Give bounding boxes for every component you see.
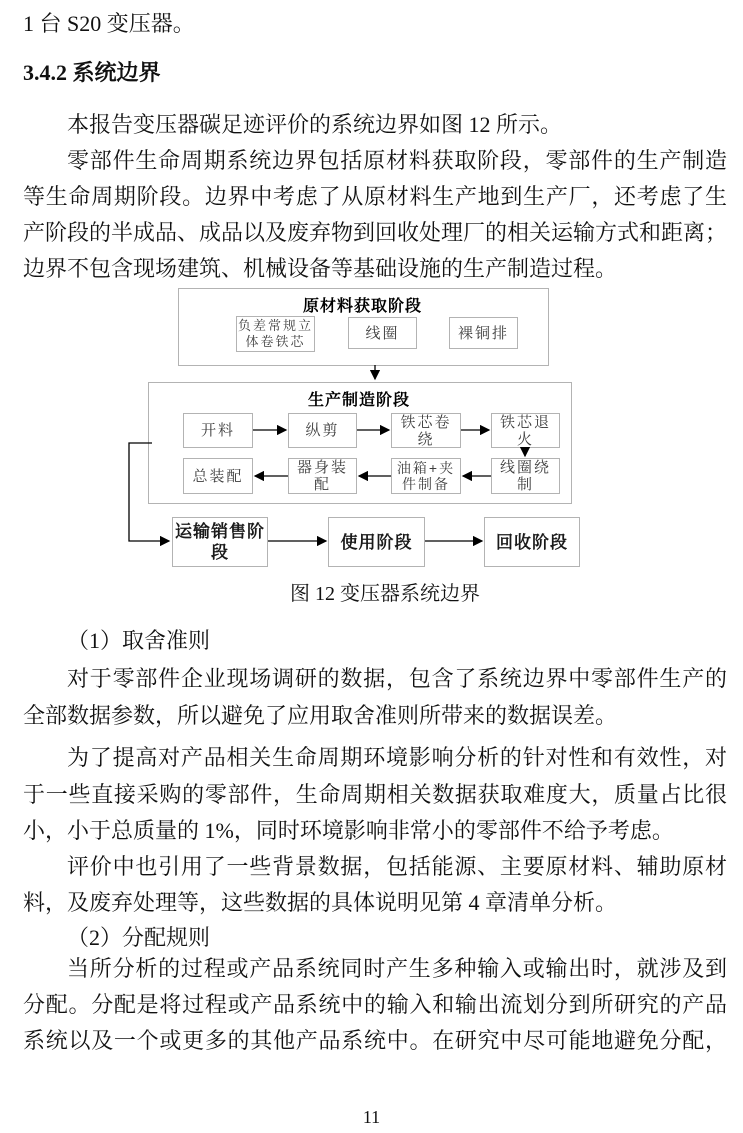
paragraph-boundary [23, 143, 727, 287]
box-iron-core: 负差常规立体卷铁芯 [236, 316, 315, 352]
box-coil: 线圈 [348, 317, 417, 349]
box-cutting: 开料 [183, 413, 253, 448]
box-core-winding: 铁芯卷绕 [391, 413, 461, 448]
text-line: 零部件生命周期系统边界包括原材料获取阶段，零部件的生产制造 [67, 148, 727, 173]
text-line: 评价中也引用了一些背景数据，包括能源、主要原材料、辅助原材 [67, 854, 727, 879]
box-tank-clamp-prep: 油箱+夹件制备 [391, 458, 461, 494]
box-transport-sales-stage: 运输销售阶段 [172, 517, 268, 567]
box-core-annealing: 铁芯退火 [491, 413, 560, 448]
text-line: 料，及废弃处理等，这些数据的具体说明见第 4 章清单分析。 [23, 890, 618, 915]
paragraph-intro: 本报告变压器碳足迹评价的系统边界如图 12 所示。 [67, 112, 563, 137]
box-slitting: 纵剪 [288, 413, 357, 448]
text-line: 于一些直接采购的零部件，生命周期相关数据获取难度大，质量占比很 [23, 781, 727, 807]
subheading-allocation-rules: （2）分配规则 [67, 925, 211, 950]
paragraph-cutoff-1 [23, 661, 727, 734]
figure-system-boundary [0, 285, 743, 610]
text-line: 为了提高对产品相关生命周期环境影响分析的针对性和有效性，对 [67, 745, 727, 770]
subheading-cutoff-rules: （1）取舍准则 [67, 628, 211, 653]
box-bare-copper-bar: 裸铜排 [449, 317, 518, 349]
box-recycling-stage: 回收阶段 [484, 517, 580, 567]
section-heading: 3.4.2 系统边界 [23, 60, 161, 85]
text-line: 边界不包含现场建筑、机械设备等基础设施的生产制造过程。 [23, 256, 618, 281]
figure-caption: 图 12 变压器系统边界 [290, 583, 480, 605]
box-body-assembly: 器身装配 [288, 458, 357, 494]
text-line: 对于零部件企业现场调研的数据，包含了系统边界中零部件生产的 [67, 666, 727, 691]
manufacturing-stage-title: 生产制造阶段 [307, 392, 410, 409]
opening-line: 1 台 S20 变压器。 [23, 11, 195, 36]
box-coil-winding: 线圈绕制 [491, 458, 560, 494]
text-line: 等生命周期阶段。边界中考虑了从原材料生产地到生产厂，还考虑了生 [23, 184, 727, 209]
page-number: 11 [362, 1107, 381, 1127]
paragraph-cutoff-2 [23, 740, 727, 850]
paragraph-allocation [23, 951, 727, 1059]
raw-material-stage-title: 原材料获取阶段 [302, 298, 422, 315]
box-final-assembly: 总装配 [183, 458, 253, 494]
text-line: 分配。分配是将过程或产品系统中的输入和输出流划分到所研究的产品 [23, 992, 727, 1017]
text-line: 系统以及一个或更多的其他产品系统中。在研究中尽可能地避免分配， [23, 1028, 727, 1053]
text-line: 全部数据参数，所以避免了应用取舍准则所带来的数据误差。 [23, 702, 618, 728]
text-line: 产阶段的半成品、成品以及废弃物到回收处理厂的相关运输方式和距离； [23, 220, 728, 245]
text-line: 当所分析的过程或产品系统同时产生多种输入或输出时，就涉及到 [67, 956, 727, 981]
text-line: 小，小于总质量的 1%，同时环境影响非常小的零部件不给予考虑。 [23, 818, 674, 843]
box-use-stage: 使用阶段 [328, 517, 425, 567]
paragraph-background-data [23, 849, 727, 921]
